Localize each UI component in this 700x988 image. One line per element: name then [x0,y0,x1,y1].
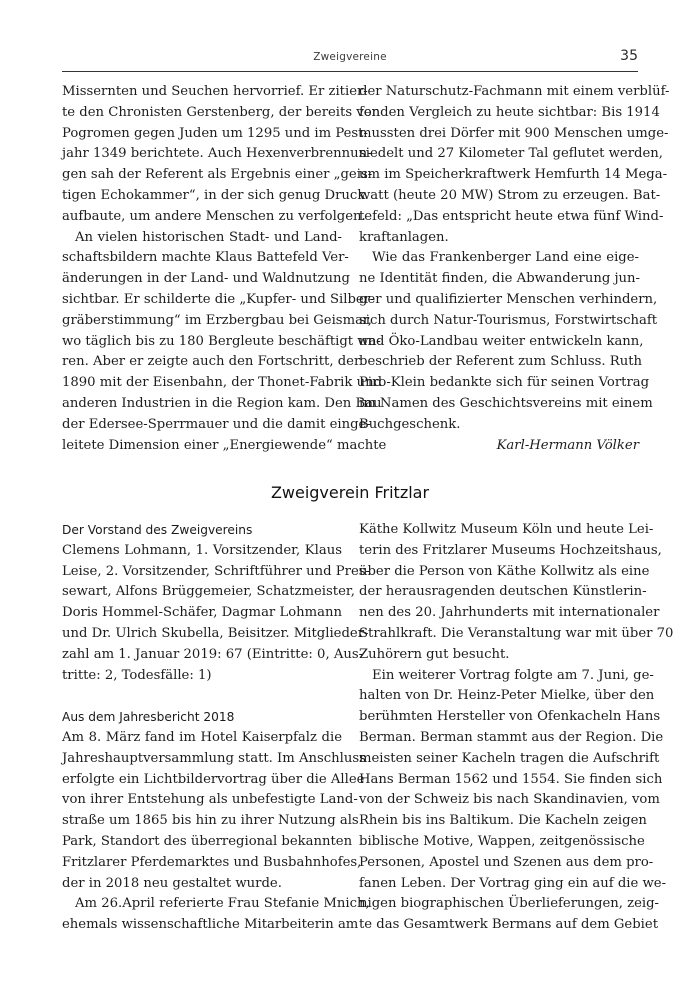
text-line: schaftsbildern machte Klaus Battefeld Ver- [62,250,349,266]
paragraph-first-line: Wie das Frankenberger Land eine eige- [372,250,639,266]
text-line: über die Person von Käthe Kollwitz als eine [359,563,650,579]
running-head [62,49,638,67]
text-line: Pogromen gegen Juden um 1295 und im Pest- [62,125,368,141]
subheading: Aus dem Jahresbericht 2018 [62,710,235,725]
text-line: Berman. Berman stammt aus der Region. Die [359,729,664,745]
text-line: Fritzlarer Pferdemarktes und Busbahnhofes, [62,854,362,870]
paragraph-first-line: Ein weiterer Vortrag folgte am 7. Juni, ge- [372,667,654,683]
text-line: siedelt und 27 Kilometer Tal geflutet werden, [359,146,663,162]
text-line: der herausragenden deutschen Künstlerin- [359,584,647,600]
text-line: Käthe Kollwitz Museum Köln und heute Lei- [359,522,654,537]
paragraph-last-line: Buchgeschenk. [359,416,461,432]
text-line: 1890 mit der Eisenbahn, der Thonet-Fabrik und [62,375,383,391]
paragraph-first-line: An vielen historischen Stadt- und Land- [75,229,342,245]
text-line: und Dr. Ulrich Skubella, Beisitzer. Mitglieder- [62,625,369,641]
text-line: sich durch Natur-Tourismus, Forstwirtschaft [359,312,658,328]
text-line: halten von Dr. Heinz-Peter Mielke, über den [359,688,655,704]
text-line: um im Speicherkraftwerk Hemfurth 14 Mega- [359,167,668,183]
text-line: der Edersee-Sperrmauer und die damit einge- [62,416,371,432]
text-line: von der Schweiz bis nach Skandinavien, vom [359,792,660,808]
text-line: ehemals wissenschaftliche Mitarbeiterin am [62,917,359,933]
text-line: im Namen des Geschichtsvereins mit einem [359,395,653,411]
text-line: watt (heute 20 MW) Strom zu erzeugen. Bat- [359,187,661,203]
text-line: sewart, Alfons Brüggemeier, Schatzmeister, [62,584,355,600]
text-line: änderungen in der Land- und Waldnutzung [62,271,350,287]
text-line: berühmten Hersteller von Ofenkacheln Hans [359,709,661,725]
author-signature: Karl-Hermann Völker [496,437,639,453]
text-line: und Öko-Landbau weiter entwickeln kann, [359,333,644,349]
paragraph-gap [62,686,342,707]
text-line: Rhein bis ins Baltikum. Die Kacheln zeigen [359,813,647,829]
paragraph-last-line: kraftanlagen. [359,229,449,245]
bottom-right-column [359,520,674,936]
text-line: leitete Dimension einer „Energiewende“ machte [62,437,387,453]
text-line: gen sah der Referent als Ergebnis einer „geis- [62,167,373,183]
text-line: mussten drei Dörfer mit 900 Menschen umge- [359,125,669,141]
text-line: Hans Berman 1562 und 1554. Sie finden sich [359,771,663,787]
text-line: der Naturschutz-Fachmann mit einem verblüf- [359,84,670,99]
page-number: 35 [620,48,638,64]
text-line: Personen, Apostel und Szenen aus dem pro- [359,854,654,870]
text-line: wo täglich bis zu 180 Bergleute beschäftigt wa- [62,333,381,349]
paragraph-last-line: der in 2018 neu gestaltet wurde. [62,875,282,891]
header-rule [62,71,638,72]
paragraph-last-line: tritte: 2, Todesfälle: 1) [62,667,212,683]
text-line: straße um 1865 bis hin zu ihrer Nutzung als [62,813,359,829]
text-line: Doris Hommel-Schäfer, Dagmar Lohmann [62,605,342,621]
text-line: von ihrer Entstehung als unbefestigte Land- [62,792,358,808]
text-line: tefeld: „Das entspricht heute etwa fünf Wind- [359,208,664,224]
top-right-column [359,82,670,456]
text-line: biblische Motive, Wappen, zeitgenössische [359,833,645,849]
paragraph-last-line: aufbaute, um andere Menschen zu verfolgen. [62,208,366,224]
text-line: te das Gesamtwerk Bermans auf dem Gebiet [359,917,659,933]
section-title: Zweigverein Fritzlar [270,483,430,502]
text-line: Missernten und Seuchen hervorrief. Er zitier- [62,84,368,99]
text-line: erfolgte ein Lichtbildervortrag über die Allee [62,771,365,787]
paragraph-first-line: Am 26.April referierte Frau Stefanie Mnich, [75,896,370,912]
text-line: Strahlkraft. Die Veranstaltung war mit über 70 [359,625,674,641]
top-left-column [62,82,387,456]
text-line: nigen biographischen Überlieferungen, zeig- [359,896,660,912]
text-line: Clemens Lohmann, 1. Vorsitzender, Klaus [62,542,342,558]
text-line: jahr 1349 berichtete. Auch Hexenverbrennun- [62,146,372,162]
text-line: Am 8. März fand im Hotel Kaiserpfalz die [62,729,342,745]
subheading: Der Vorstand des Zweigvereins [62,523,253,537]
text-line: beschrieb der Referent zum Schluss. Ruth [359,354,643,370]
text-line: zahl am 1. Januar 2019: 67 (Eintritte: 0, Aus- [62,646,364,662]
text-line: sichtbar. Er schilderte die „Kupfer- und Silber- [62,291,375,307]
text-line: terin des Fritzlarer Museums Hochzeitshaus, [359,542,662,558]
text-line: Leise, 2. Vorsitzender, Schriftführer und Pres- [62,563,370,579]
text-line: Piro-Klein bedankte sich für seinen Vortrag [359,375,650,391]
bottom-left-column [62,520,370,936]
text-line: ne Identität finden, die Abwanderung jun- [359,271,640,287]
running-title: Zweigvereine [313,51,387,63]
text-line: ren. Aber er zeigte auch den Fortschritt, der [62,354,361,370]
text-line: anderen Industrien in die Region kam. Den Bau [62,395,382,411]
text-line: meisten seiner Kacheln tragen die Aufschrift [359,750,660,766]
text-line: gräberstimmung“ im Erzbergbau bei Geismar, [62,312,372,328]
text-line: Park, Standort des überregional bekannten [62,833,353,849]
text-line: nen des 20. Jahrhunderts mit internationaler [359,605,660,621]
text-line: fenden Vergleich zu heute sichtbar: Bis 1914 [359,104,660,120]
text-line: te den Chronisten Gerstenberg, der bereits von [62,104,381,120]
text-line: ger und qualifizierter Menschen verhindern, [359,291,658,307]
paragraph-last-line: Zuhörern gut besucht. [359,646,510,662]
text-line: Jahreshauptversammlung statt. Im Anschluss [62,750,366,766]
text-line: tigen Echokammer“, in der sich genug Druck [62,187,366,203]
text-line: fanen Leben. Der Vortrag ging ein auf die we- [359,875,667,891]
